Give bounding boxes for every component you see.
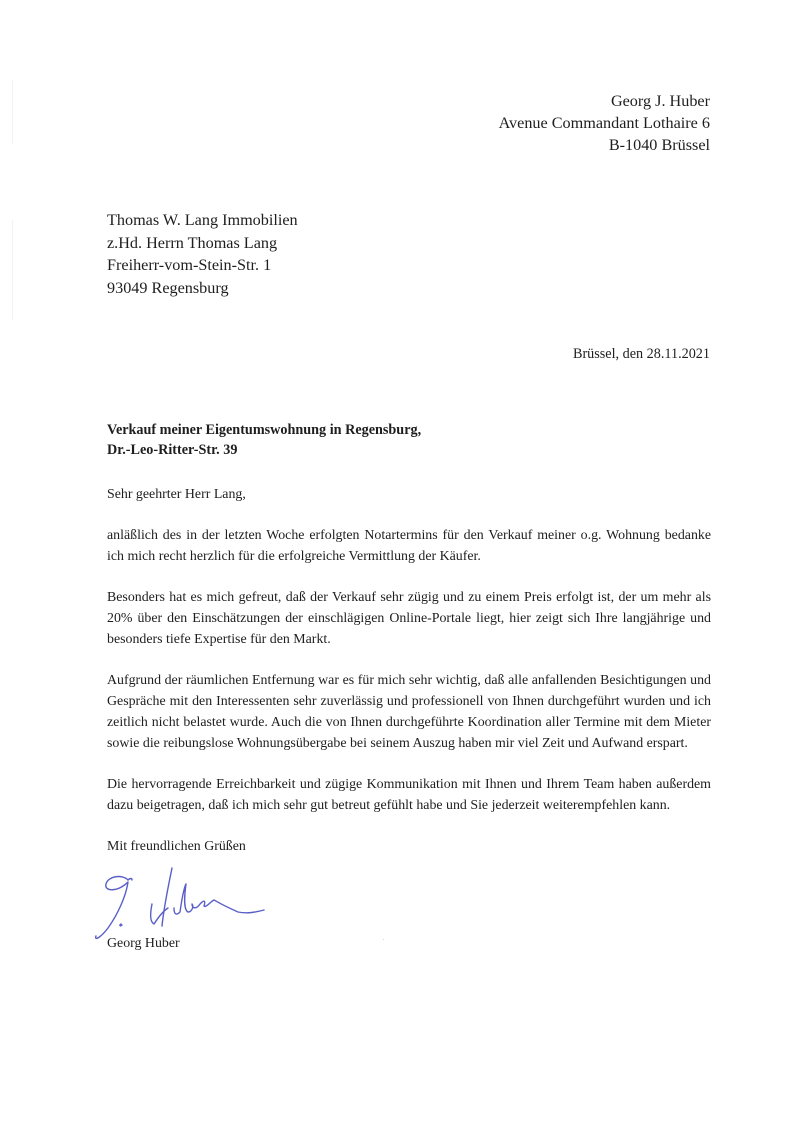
scan-edge-mark	[12, 220, 13, 320]
recipient-city: 93049 Regensburg	[107, 278, 229, 297]
salutation: Sehr geehrter Herr Lang,	[107, 487, 246, 502]
sender-name: Georg J. Huber	[610, 92, 710, 110]
body-paragraph: Die hervorragende Erreichbarkeit und zügige Kommunikation mit Ihnen und Ihrem Team haben außerdem dazu beigetragen, daß ich mich sehr gut betreut gefühlt habe und Sie jederzeit weiterempfehlen kann.	[107, 776, 711, 813]
body-paragraph: anläßlich des in der letzten Woche erfolgten Notartermins für den Verkauf meiner o.g. Wohnung bedanke ich mich recht herzlich für die erfolgreiche Vermittlung der Käufer.	[107, 528, 711, 565]
closing: Mit freundlichen Grüßen	[107, 839, 246, 855]
body-paragraph: Aufgrund der räumlichen Entfernung war es für mich sehr wichtig, daß alle anfallenden Besichtigungen und Gespräche mit den Interessenten sehr zuverlässig und professionell von Ihnen durchgeführt wurden und ich zeitlich nicht belastet wurde. Auch die von Ihnen durchgeführte Koordination aller Termine mit dem Mieter sowie die reibungslose Wohnungsübergabe bei seinem Auszug haben mir viel Zeit und Aufwand erspart.	[107, 673, 711, 751]
sender-address-block	[499, 90, 710, 156]
letter-body	[107, 485, 711, 878]
recipient-attention: z.Hd. Herrn Thomas Lang	[107, 233, 278, 252]
scan-edge-mark	[12, 104, 13, 144]
body-paragraph: Besonders hat es mich gefreut, daß der Verkauf sehr zügig und zu einem Preis erfolgt ist, der um mehr als 20% über den Einschätzungen der einschlägigen Online-Portale liegt, hier zeigt sich Ihre langjährige und besonders tiefe Expertise für den Markt.	[107, 590, 711, 647]
subject-line-1: Verkauf meiner Eigentumswohnung in Regensburg,	[107, 422, 422, 438]
recipient-street: Freiherr-vom-Stein-Str. 1	[107, 256, 272, 274]
subject-line-2: Dr.-Leo-Ritter-Str. 39	[107, 442, 238, 458]
sender-street: Avenue Commandant Lothaire 6	[498, 114, 710, 132]
recipient-address-block	[107, 209, 298, 299]
recipient-company: Thomas W. Lang Immobilien	[107, 211, 298, 229]
signer-printed-name: Georg Huber	[107, 936, 180, 951]
date-line: Brüssel, den 28.11.2021	[572, 346, 710, 362]
sender-city: B-1040 Brüssel	[608, 136, 710, 154]
scan-edge-mark	[12, 80, 13, 104]
scan-speck	[383, 939, 384, 940]
subject-line	[107, 420, 421, 460]
